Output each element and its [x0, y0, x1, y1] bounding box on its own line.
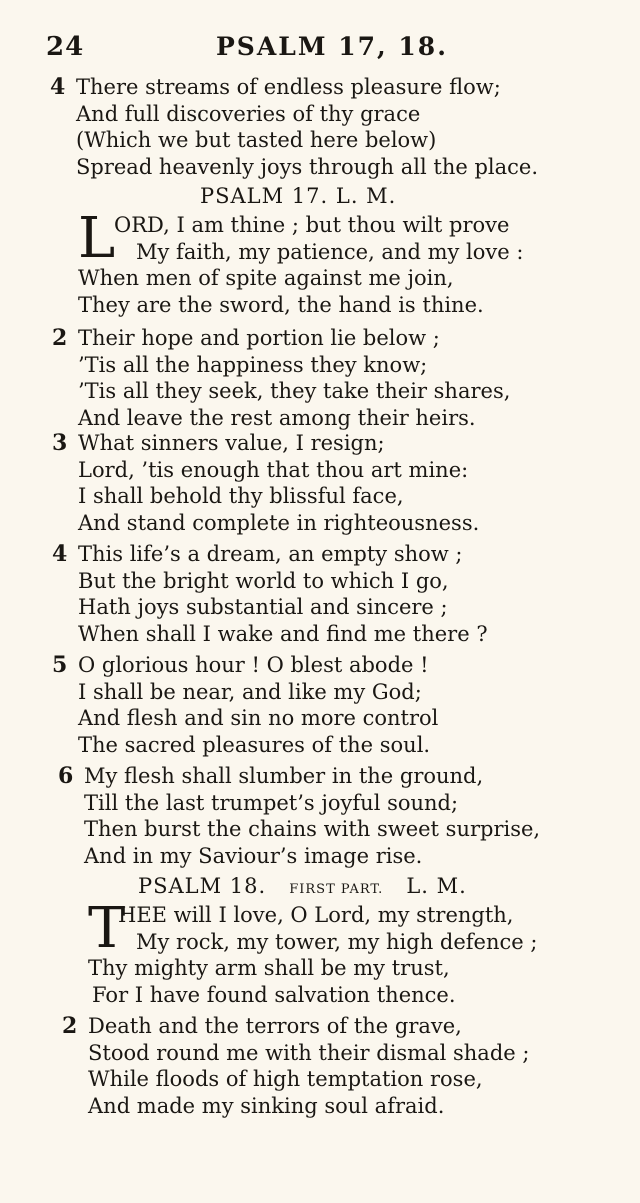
stanza-psalm17-2	[52, 325, 511, 431]
stanza-psalm17-6	[58, 763, 541, 869]
verse-line: I shall behold thy blissful face,	[78, 484, 404, 508]
verse-line: Then burst the chains with sweet surprise,	[84, 817, 541, 841]
verse-line: What sinners value, I resign;	[78, 431, 385, 455]
stanza-number: 3	[52, 430, 68, 456]
verse-line: While floods of high temptation rose,	[88, 1067, 483, 1091]
psalm-18-part: FIRST PART.	[289, 882, 384, 897]
stanza-number: 4	[50, 74, 66, 100]
verse-line: And full discoveries of thy grace	[76, 101, 421, 126]
verse-line: And flesh and sin no more control	[78, 706, 439, 730]
psalm-18-heading	[138, 874, 467, 898]
stanza-psalm17-5	[52, 652, 439, 758]
verse-line: ’Tis all they seek, they take their shares,	[78, 379, 511, 403]
verse-line: O glorious hour ! O blest abode !	[78, 653, 429, 677]
stanza-number: 2	[62, 1013, 78, 1039]
psalm-17-heading: PSALM 17. L. M.	[200, 184, 397, 208]
drop-cap: T	[88, 896, 126, 961]
page-number: 24	[46, 32, 85, 62]
psalm-18-title: PSALM 18.	[138, 874, 267, 898]
stanza-number: 2	[52, 325, 68, 351]
verse-line: But the bright world to which I go,	[78, 568, 449, 593]
verse-line: This life’s a dream, an empty show ;	[78, 542, 463, 566]
verse-line: My flesh shall slumber in the ground,	[84, 764, 484, 788]
verse-line: Stood round me with their dismal shade ;	[88, 1040, 530, 1065]
verse-line: Lord, ’tis enough that thou art mine:	[78, 457, 469, 482]
verse-line: Till the last trumpet’s joyful sound;	[84, 790, 459, 815]
verse-line: They are the sword, the hand is thine.	[78, 292, 484, 317]
verse-line: For I have found salvation thence.	[92, 982, 456, 1007]
verse-line: And leave the rest among their heirs.	[78, 405, 476, 430]
stanza-number: 5	[52, 652, 68, 678]
verse-line: And in my Saviour’s image rise.	[84, 843, 423, 868]
stanza-psalm17-3	[52, 430, 480, 536]
stanza-psalm17-1	[78, 206, 524, 318]
verse-line: My faith, my patience, and my love :	[136, 239, 524, 264]
stanza-psalm16-4	[50, 74, 538, 180]
verse-line: Death and the terrors of the grave,	[88, 1014, 462, 1038]
page-header	[46, 32, 610, 68]
verse-line: HEE will I love, O Lord, my strength,	[118, 903, 514, 927]
verse-line: Their hope and portion lie below ;	[78, 326, 440, 350]
verse-line: And made my sinking soul afraid.	[88, 1093, 445, 1118]
stanza-number: 4	[52, 541, 68, 567]
stanza-number: 6	[58, 763, 74, 789]
verse-line: Thy mighty arm shall be my trust,	[88, 956, 450, 980]
verse-line: And stand complete in righteousness.	[78, 510, 480, 535]
psalm-18-meter: L. M.	[406, 874, 467, 898]
running-title: PSALM 17, 18.	[216, 32, 448, 61]
verse-line: ’Tis all the happiness they know;	[78, 352, 428, 377]
verse-line: When men of spite against me join,	[78, 266, 454, 290]
verse-line: I shall be near, and like my God;	[78, 679, 422, 704]
verse-line: There streams of endless pleasure flow;	[76, 75, 501, 99]
verse-line: Hath joys substantial and sincere ;	[78, 595, 448, 619]
verse-line: Spread heavenly joys through all the place.	[76, 154, 538, 179]
verse-line: The sacred pleasures of the soul.	[78, 732, 431, 757]
drop-cap: L	[78, 206, 116, 271]
verse-line: ORD, I am thine ; but thou wilt prove	[114, 213, 510, 237]
verse-line: (Which we but tasted here below)	[76, 128, 437, 152]
stanza-psalm18-1	[88, 896, 538, 1008]
verse-line: When shall I wake and find me there ?	[78, 621, 488, 646]
stanza-psalm18-2	[62, 1013, 530, 1119]
verse-line: My rock, my tower, my high defence ;	[136, 929, 538, 954]
stanza-psalm17-4	[52, 541, 488, 647]
